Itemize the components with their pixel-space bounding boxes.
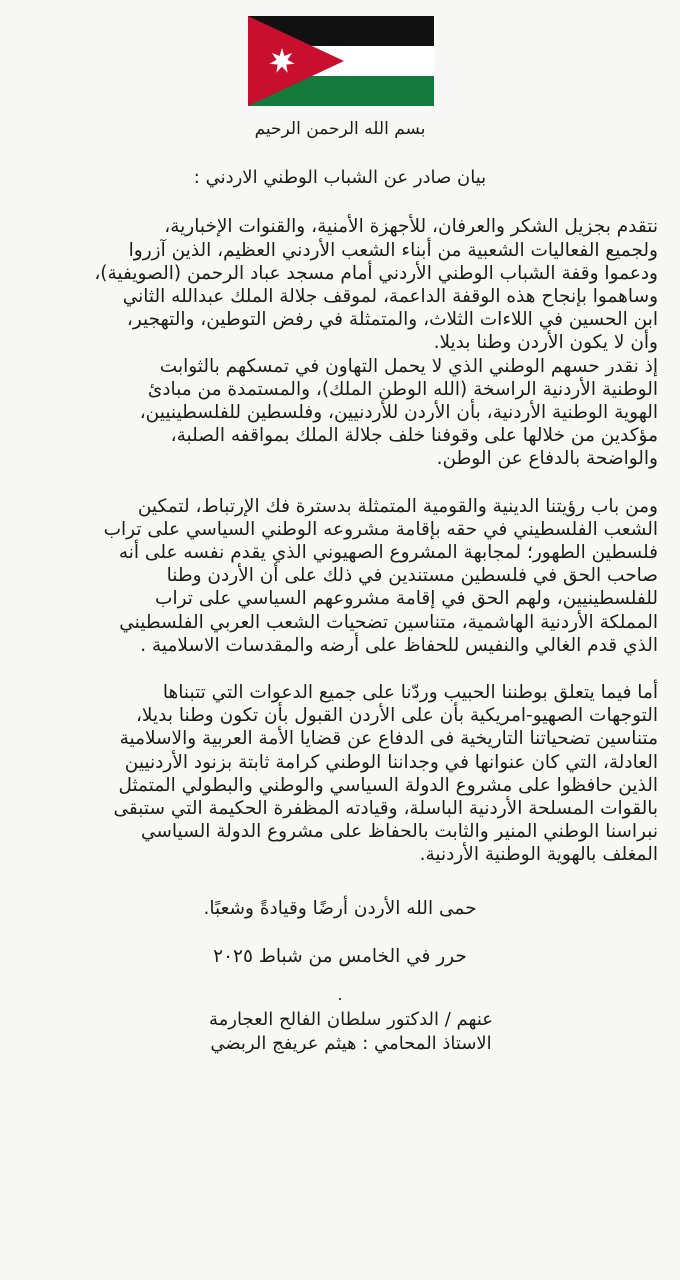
paragraph-line: بالقوات المسلحة الأردنية الباسلة، وقيادته المظفرة الحكيمة التي ستبقى <box>113 798 658 820</box>
statement-heading: بيان صادر عن الشباب الوطني الاردني : <box>193 167 487 189</box>
paragraph-line: العادلة، التي كان عنوانها في وجداننا الوطني كرامة ثابتة بزنود الأردنيين <box>124 751 658 773</box>
paragraph-line: الهوية الوطنية الأردنية، بأن الأردن للأردنيين، وفلسطين للفلسطينيين، <box>139 402 658 424</box>
jordan-flag-graphic <box>248 16 434 106</box>
paragraph-line: ودعموا وقفة الشباب الوطني الأردني أمام مسجد عباد الرحمن (الصويفية)، <box>94 262 658 284</box>
paragraph-line: نتقدم بجزيل الشكر والعرفان، للأجهزة الأمنية، والقنوات الإخبارية، <box>164 216 658 238</box>
paragraph-line: وساهموا بإنجاح هذه الوقفة الداعمة، لموقف جلالة الملك عبدالله الثاني <box>122 286 658 308</box>
signatory-2: الاستاذ المحامي : هيثم عريفج الربضي <box>210 1033 492 1055</box>
date-line: حرر في الخامس من شباط ٢٠٢٥ <box>213 945 467 967</box>
paragraph-line: والواضحة بالدفاع عن الوطن. <box>436 448 658 470</box>
statement-body <box>0 118 680 1056</box>
paragraph-line: إذ نقدر حسهم الوطني الذي لا يحمل التهاون في تمسكهم بالثوابت <box>159 355 658 377</box>
paragraph-line: للفلسطينيين، ولهم الحق في إقامة مشروعهم السياسي على تراب <box>155 588 658 610</box>
paragraph-line: الوطنية الأردنية الراسخة (الله الوطن الملك)، والمستمدة من مبادئ <box>147 378 658 400</box>
paragraph-line: ومن باب رؤيتنا الدينية والقومية المتمثلة بدسترة فك الإرتباط، لتمكين <box>137 495 658 517</box>
paragraph-line: نبراسنا الوطني المنير والثابت بالحفاظ على مشروع الدولة السياسي <box>140 821 658 843</box>
paragraph-1 <box>0 215 680 354</box>
basmala: بسم الله الرحمن الرحيم <box>254 119 426 139</box>
paragraph-line: المغلف بالهوية الوطنية الأردنية. <box>419 844 658 866</box>
paragraph-line: مؤكدين من خلالها على وقوفنا خلف جلالة الملك بمواقفه الصلبة، <box>170 425 658 447</box>
signatories <box>0 1008 680 1056</box>
paragraph-line: أما فيما يتعلق بوطننا الحبيب وردّنا على جميع الدعوات التي تتبناها <box>162 682 658 704</box>
paragraph-line: فلسطين الطهور؛ لمجابهة المشروع الصهيوني الذي يقدم نفسه على أنه <box>118 542 658 564</box>
paragraph-line: الذي قدم الغالي والنفيس للحفاظ على أرضه والمقدسات الاسلامية . <box>140 634 658 656</box>
paragraph-line: ابن الحسين في اللاءات الثلاث، والمتمثلة في رفض التوطين، والتهجير، <box>126 309 658 331</box>
paragraph-line: الذين حافظوا على مشروع الدولة السياسي والوطني والبطولي المتمثل <box>118 774 658 796</box>
signatory-1: عنهم / الدكتور سلطان الفالح العجارمة <box>209 1009 493 1031</box>
paragraph-line: متناسين تضحياتنا التاريخية فى الدفاع عن قضايا الأمة العربية والاسلامية <box>119 728 658 750</box>
paragraph-line: الشعب الفلسطيني في حقه بإقامة مشروعه الوطني السياسي على تراب <box>103 518 658 540</box>
jordan-flag-icon <box>248 16 434 106</box>
separator-dot: . <box>337 985 343 1005</box>
paragraph-line: المملكة الأردنية الهاشمية، متناسين تضحيات الشعب العربي الفلسطيني <box>119 611 658 633</box>
paragraph-3 <box>0 495 680 657</box>
closing-prayer: حمى الله الأردن أرضًا وقيادةً وشعبًا. <box>203 897 477 919</box>
paragraph-line: التوجهات الصهيو-امريكية بأن على الأردن القبول بأن تكون وطنا بديلا، <box>135 705 658 727</box>
paragraph-line: وأن لا يكون الأردن وطنا بديلا. <box>433 332 658 354</box>
paragraph-line: صاحب الحق في فلسطين مستندين في ذلك على أن الأردن وطنا <box>166 565 658 587</box>
paragraph-2 <box>0 355 680 471</box>
paragraph-4 <box>0 681 680 867</box>
paragraph-line: ولجميع الفعاليات الشعبية من أبناء الشعب الأردني العظيم، الذين آزروا <box>128 239 658 261</box>
